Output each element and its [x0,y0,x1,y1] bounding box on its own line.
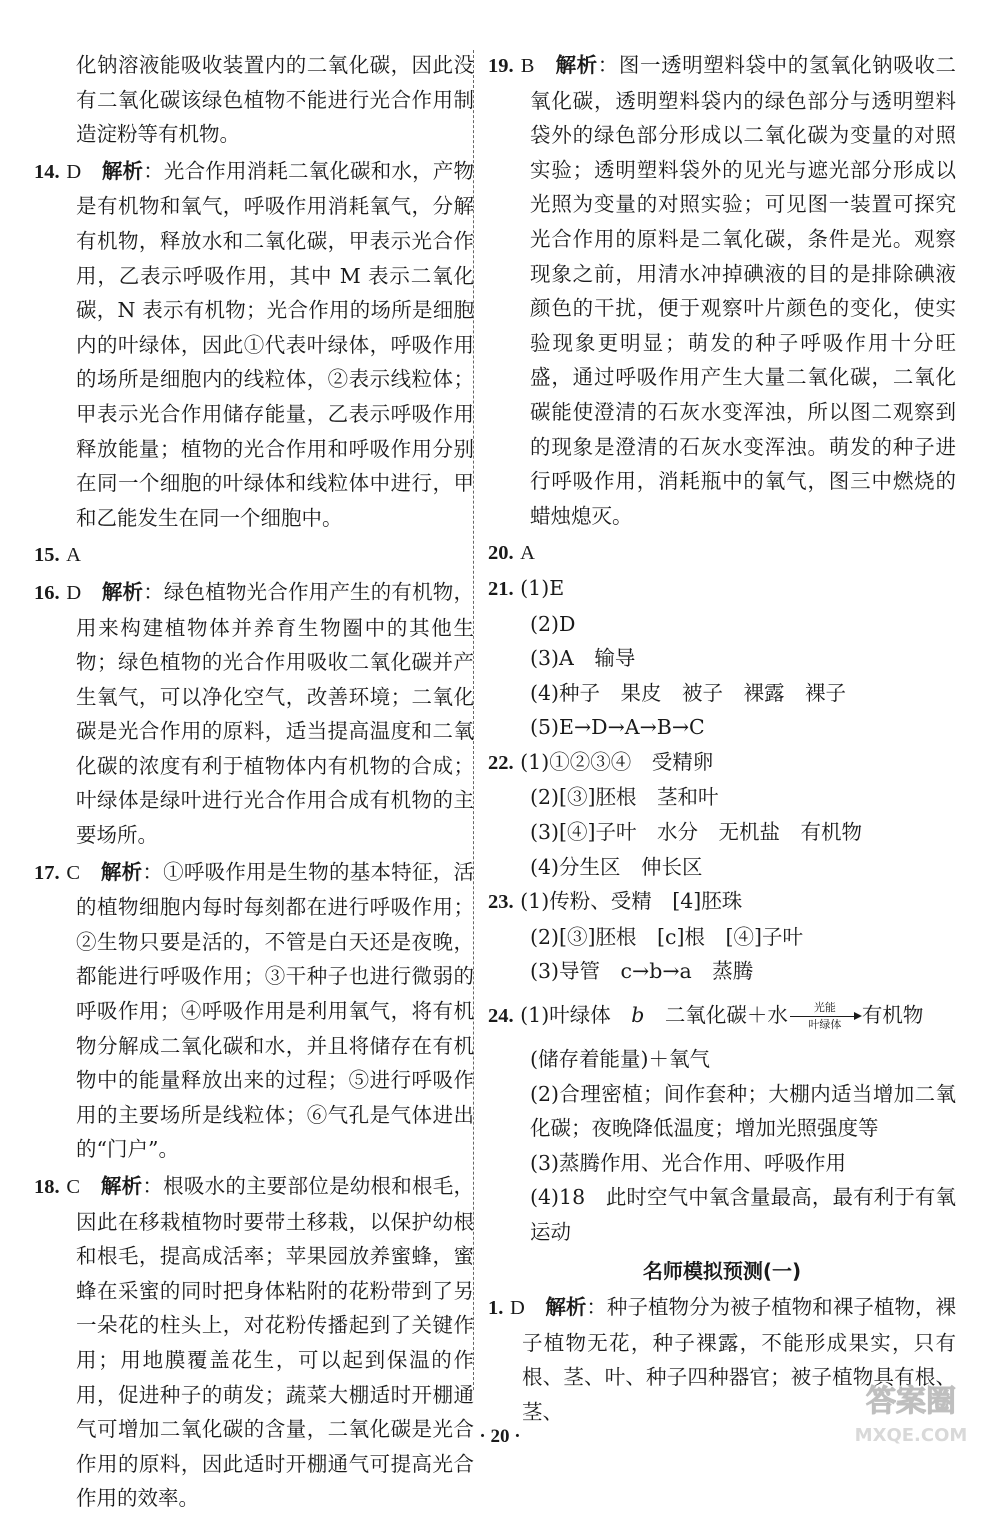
sub-answer: (3)[④]子叶 水分 无机盐 有机物 [530,820,863,845]
answer-23-line-1 [488,884,956,920]
answer-18 [34,1169,474,1516]
answer-21 [488,571,956,745]
question-number: 24. [488,1005,514,1028]
reaction-arrow [790,1002,860,1031]
answer-20 [488,535,956,571]
answer-17 [34,855,474,1167]
analysis-text: ：绿色植物光合作用产生的有机物，用来构建植物体并养育生物圈中的其他生物；绿色植物的光合作用吸收二氧化碳并产生氧气，可以净化空气，改善环境；二氧化碳是光合作用的原料，适当提高温度和二氧化碳的浓度有利于植物体内有机物的合成；叶绿体是绿叶进行光合作用合成有机物的主要场所。 [76,579,474,848]
section-title: 名师模拟预测(一) [642,1258,802,1283]
question-number: 18. [34,1176,60,1198]
equation-right: 有机物 [861,1003,924,1028]
answer-23 [488,884,956,989]
answer-24-line-1 [488,993,956,1038]
label-b: b [631,1003,645,1028]
analysis-label: 解析 [545,1295,587,1320]
analysis-label: 解析 [101,579,144,604]
answer-choice: B [520,55,535,77]
sub-answer: (2)合理密植；间作套种；大棚内适当增加二氧化碳；夜晚降低温度；增加光照强度等 [530,1081,956,1141]
answer-16 [34,575,474,853]
answer-choice: D [66,160,82,183]
answer-choice: D [509,1297,525,1320]
sub-answer: (储存着能量)＋氧气 [530,1047,710,1072]
analysis-label: 解析 [101,158,144,183]
left-column [34,48,474,1516]
question-number: 14. [34,160,60,183]
answer-choice: A [66,544,81,567]
sub-answer: (2)[③]胚根 [c]根 [④]子叶 [530,924,804,949]
answer-14 [34,154,474,536]
answer-24 [488,993,956,1250]
sub-answer: (4)18 此时空气中氧含量最高，最有利于有氧运动 [530,1185,956,1244]
arrow-condition-top: 光能 [813,1001,836,1015]
sub-answer: (1)叶绿体 [520,1003,632,1028]
analysis-text: ：光合作用消耗二氧化碳和水，产物是有机物和氧气，呼吸作用消耗氧气，分解有机物，释放水和二氧化碳，甲表示光合作用，乙表示呼吸作用，其中 M 表示二氧化碳，N 表示有机物；光合作用的场所是细胞内的叶绿体，因此①代表叶绿体，呼吸作用的场所是细胞内的线粒体，②表示线粒体；甲表示光合作用储存能量，乙表示呼吸作用释放能量；植物的光合作用和呼吸作用分别在同一个细胞的叶绿体和线粒体中进行，甲和乙能发生在同一个细胞中。 [76,158,474,530]
svg-text:答案圈: 答案圈 [866,1384,956,1419]
answer-19 [488,48,956,533]
analysis-text: ：种子植物分为被子植物和裸子植物，裸子植物无花，种子裸露，不能形成果实，只有根、茎、叶、种子四种器官；被子植物具有根、茎、 [522,1295,956,1424]
answer-15 [34,537,474,573]
answer-21-line-1 [488,571,956,607]
arrow-condition-bottom: 叶绿体 [808,1018,842,1032]
sub-answer: (5)E→D→A→B→C [530,715,705,740]
right-column [488,48,956,1430]
answer-choice: C [66,861,81,884]
analysis-label: 解析 [555,53,598,77]
question-number: 19. [488,55,514,77]
analysis-label: 解析 [100,1174,143,1198]
question-number: 20. [488,542,514,565]
sub-answer: (1)E [520,575,565,600]
question-number: 17. [34,861,60,884]
sub-answer: (4)分生区 伸长区 [530,854,703,879]
analysis-text: ：图一透明塑料袋中的氢氧化钠吸收二氧化碳，透明塑料袋内的绿色部分与透明塑料袋外的绿色部分形成以二氧化碳为变量的对照实验；透明塑料袋外的见光与遮光部分形成以光照为变量的对照实验；可见图一装置可探究光合作用的原料是二氧化碳，条件是光。观察现象之前，用清水冲掉碘液的目的是排除碘液颜色的干扰，便于观察叶片颜色的变化，使实验现象更明显；萌发的种子呼吸作用十分旺盛，通过呼吸作用产生大量二氧化碳，二氧化碳能使澄清的石灰水变浑浊，所以图二观察到的现象是澄清的石灰水变浑浊。萌发的种子进行呼吸作用，消耗瓶中的氧气，图三中燃烧的蜡烛熄灭。 [530,53,956,528]
analysis-text: ：①呼吸作用是生物的基本特征，活的植物细胞内每时每刻都在进行呼吸作用；②生物只要是活的，不管是白天还是夜晚，都能进行呼吸作用；③干种子也进行微弱的呼吸作用；④呼吸作用是利用氧气，将有机物分解成二氧化碳和水，并且将储存在有机物中的能量释放出来的过程；⑤进行呼吸作用的主要场所是线粒体；⑥气孔是气体进出的“门户”。 [76,859,474,1162]
sub-answer: (4)种子 果皮 被子 裸露 裸子 [530,680,847,705]
answer-choice: C [66,1176,81,1198]
analysis-text: ：根吸水的主要部位是幼根和根毛，因此在移栽植物时要带土移栽，以保护幼根和根毛，提高成活率；苹果园放养蜜蜂，蜜蜂在采蜜的同时把身体粘附的花粉带到了另一朵花的柱头上，对花粉传播起到了关键作用；用地膜覆盖花生，可以起到保温的作用，促进种子的萌发；蔬菜大棚适时开棚通气可增加二氧化碳的含量，二氧化碳是光合作用的原料，因此适时开棚通气可提高光合作用的效率。 [76,1174,474,1511]
answer-22 [488,745,956,884]
page-number: · 20 · [479,1426,521,1447]
question-number: 15. [34,544,60,567]
sub-answer: (3)A 输导 [530,646,636,671]
sub-answer: (1)①②③④ 受精卵 [520,749,714,774]
watermark-logo [836,1371,986,1451]
answer-22-line-1 [488,745,956,781]
analysis-label: 解析 [100,859,143,884]
equation-left: 二氧化碳＋水 [644,1003,788,1028]
svg-text:MXQE.COM: MXQE.COM [854,1425,968,1446]
answer-choice: A [520,542,535,565]
question-number: 21. [488,577,514,600]
question-number: 22. [488,751,514,774]
lead-paragraph: 化钠溶液能吸收装置内的二氧化碳，因此没有二氧化碳该绿色植物不能进行光合作用制造淀粉等有机物。 [76,53,474,147]
question-number: 1. [488,1297,504,1320]
arrow-icon [790,1016,860,1017]
sub-answer: (2)D [530,611,576,636]
sub-answer: (3)导管 c→b→a 蒸腾 [530,959,754,984]
sub-answer: (1)传粉、受精 [4]胚珠 [520,889,743,914]
answer-choice: D [66,581,82,604]
sub-answer: (2)[③]胚根 茎和叶 [530,785,719,810]
question-number: 23. [488,891,514,914]
sub-answer: (3)蒸腾作用、光合作用、呼吸作用 [530,1150,847,1175]
question-number: 16. [34,581,60,604]
